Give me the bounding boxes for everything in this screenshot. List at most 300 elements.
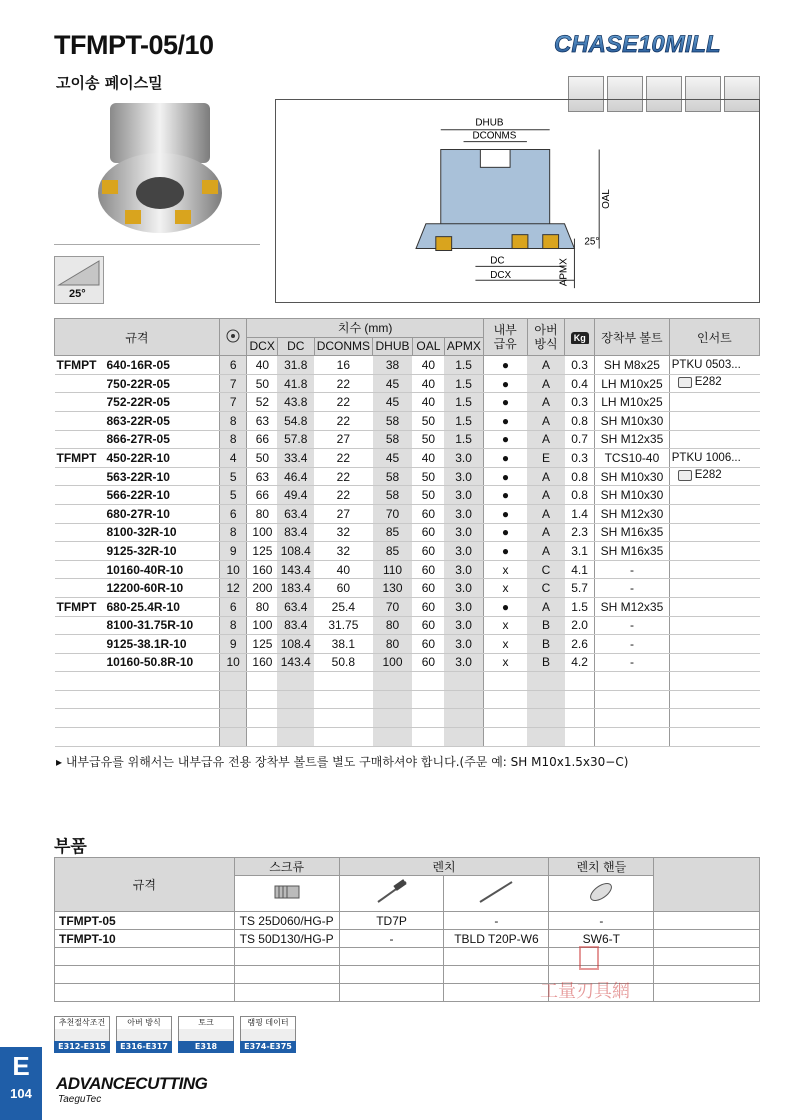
cell-kg: 0.7 (565, 430, 595, 449)
cell-dhub: 80 (373, 616, 413, 635)
cell-kg: 0.4 (565, 374, 595, 393)
cell-z: 5 (219, 486, 247, 505)
table-row (55, 542, 760, 561)
cell-insert (669, 597, 759, 616)
weight-icon: Kg (571, 332, 589, 344)
cell-dcx: 50 (247, 449, 277, 468)
table-row (55, 653, 760, 672)
spec-cell (55, 579, 220, 598)
cell-arbor: A (527, 597, 565, 616)
spec-cell (55, 374, 220, 393)
table-row (55, 504, 760, 523)
cell-dcx: 125 (247, 635, 277, 654)
catalog-book-icon (678, 377, 692, 388)
cell-kg: 2.0 (565, 616, 595, 635)
cell-bolt: SH M12x30 (595, 504, 670, 523)
cell-coolant: x (483, 560, 527, 579)
cell-z: 6 (219, 597, 247, 616)
cell-coolant: ● (483, 430, 527, 449)
th-bolt: 장착부 볼트 (595, 319, 670, 356)
cell-dconms: 27 (314, 430, 372, 449)
cell-insert (669, 449, 759, 468)
cell-bolt: SH M10x30 (595, 486, 670, 505)
cell-bolt: - (595, 653, 670, 672)
insert-ref-link[interactable] (678, 469, 722, 481)
cell-bolt: - (595, 635, 670, 654)
cell-dc: 63.4 (277, 504, 314, 523)
nav-card[interactable] (116, 1016, 172, 1053)
cell-dcx: 100 (247, 616, 277, 635)
section-letter: E (12, 1051, 30, 1081)
spec-code: 863-22R-05 (106, 413, 170, 428)
dim-dhub: DHUB (475, 117, 504, 129)
cell-insert (669, 504, 759, 523)
cell-coolant: ● (483, 486, 527, 505)
empty-row (55, 709, 760, 728)
cell-dconms: 27 (314, 504, 372, 523)
cell-apmx: 1.5 (444, 356, 483, 375)
parts-spec: TFMPT-05 (55, 912, 235, 930)
cell-coolant: x (483, 653, 527, 672)
brand-logo (550, 30, 760, 58)
cell-arbor: A (527, 411, 565, 430)
empty-row (55, 728, 760, 747)
cell-dconms: 22 (314, 486, 372, 505)
cell-insert (669, 653, 759, 672)
parts-cell-wrench1: TD7P (339, 912, 444, 930)
spec-cell (55, 616, 220, 635)
cell-dhub: 58 (373, 467, 413, 486)
cell-dconms: 31.75 (314, 616, 372, 635)
table-row (55, 467, 760, 486)
cell-apmx: 1.5 (444, 393, 483, 412)
cell-dhub: 70 (373, 504, 413, 523)
table-row (55, 560, 760, 579)
table-row (55, 393, 760, 412)
cell-kg: 0.3 (565, 356, 595, 375)
cell-oal: 60 (412, 597, 444, 616)
cell-z: 10 (219, 653, 247, 672)
cell-insert (669, 523, 759, 542)
nav-card[interactable] (54, 1016, 110, 1053)
cell-z: 8 (219, 411, 247, 430)
spec-code: 8100-32R-10 (106, 525, 177, 540)
cell-dconms: 38.1 (314, 635, 372, 654)
empty-row (55, 690, 760, 709)
cell-dcx: 160 (247, 653, 277, 672)
cell-dconms: 32 (314, 523, 372, 542)
spec-cell (55, 430, 220, 449)
parts-th-empty (654, 858, 760, 912)
cell-oal: 60 (412, 579, 444, 598)
cell-arbor: A (527, 467, 565, 486)
cell-kg: 0.8 (565, 486, 595, 505)
cell-apmx: 1.5 (444, 411, 483, 430)
cell-bolt: SH M16x35 (595, 523, 670, 542)
dim-apmx: APMX (558, 258, 570, 287)
spec-code: 566-22R-10 (106, 488, 170, 503)
cell-coolant: x (483, 616, 527, 635)
cell-z: 5 (219, 467, 247, 486)
spec-cell (55, 356, 220, 375)
parts-cell-wrench2: - (444, 912, 549, 930)
dim-dconms: DCONMS (472, 130, 517, 142)
spec-cell (55, 560, 220, 579)
cell-dc: 83.4 (277, 523, 314, 542)
cell-apmx: 3.0 (444, 653, 483, 672)
cell-dc: 49.4 (277, 486, 314, 505)
wrench-handle-icon (581, 878, 621, 906)
watermark-text: 工量刃具網 (540, 981, 630, 1002)
cell-dconms: 25.4 (314, 597, 372, 616)
cell-oal: 50 (412, 486, 444, 505)
th-insert: 인서트 (669, 319, 759, 356)
cell-dcx: 63 (247, 467, 277, 486)
cell-insert (669, 356, 759, 375)
cell-z: 8 (219, 430, 247, 449)
parts-cell-wrench2: TBLD T20P-W6 (444, 930, 549, 948)
th-spec: 규격 (55, 319, 220, 356)
cell-oal: 60 (412, 542, 444, 561)
th-coolant: 내부 급유 (483, 319, 527, 356)
parts-cell-handle: - (549, 912, 654, 930)
nav-card[interactable] (240, 1016, 296, 1053)
cell-arbor: A (527, 374, 565, 393)
insert-ref-link[interactable] (678, 376, 722, 388)
cell-insert (669, 560, 759, 579)
cell-coolant: ● (483, 542, 527, 561)
cell-insert (669, 411, 759, 430)
dim-oal: OAL (601, 189, 613, 209)
cell-oal: 40 (412, 356, 444, 375)
cell-oal: 40 (412, 393, 444, 412)
spec-cell (55, 635, 220, 654)
spec-code: 10160-50.8R-10 (106, 655, 194, 670)
cell-apmx: 3.0 (444, 542, 483, 561)
cell-oal: 60 (412, 616, 444, 635)
cell-dhub: 100 (373, 653, 413, 672)
cell-z: 4 (219, 449, 247, 468)
cell-dcx: 125 (247, 542, 277, 561)
angle-box (54, 256, 104, 304)
cell-bolt: SH M8x25 (595, 356, 670, 375)
cell-dhub: 85 (373, 542, 413, 561)
cell-insert (669, 430, 759, 449)
cell-z: 7 (219, 393, 247, 412)
cell-coolant: ● (483, 356, 527, 375)
cell-insert (669, 635, 759, 654)
cell-apmx: 1.5 (444, 374, 483, 393)
nav-thumb-icon (178, 1029, 234, 1041)
cell-oal: 40 (412, 449, 444, 468)
cell-dc: 143.4 (277, 560, 314, 579)
th-dim-oal: OAL (412, 337, 444, 356)
cell-z: 12 (219, 579, 247, 598)
cell-dc: 31.8 (277, 356, 314, 375)
footer-company: TaeguTec (58, 1094, 102, 1105)
cell-coolant: ● (483, 374, 527, 393)
cell-arbor: A (527, 430, 565, 449)
cell-arbor: A (527, 542, 565, 561)
cell-dhub: 58 (373, 411, 413, 430)
driver-image (339, 876, 444, 912)
table-row (55, 597, 760, 616)
spec-cell (55, 393, 220, 412)
cell-dhub: 38 (373, 356, 413, 375)
cell-dcx: 66 (247, 430, 277, 449)
cell-dc: 183.4 (277, 579, 314, 598)
insert-ref-page: E282 (694, 469, 722, 482)
cell-dconms: 40 (314, 560, 372, 579)
cell-arbor: B (527, 635, 565, 654)
table-row (55, 449, 760, 468)
cell-arbor: A (527, 504, 565, 523)
photo-divider (54, 244, 260, 245)
th-dim-dc: DC (277, 337, 314, 356)
nav-page: E316-E317 (116, 1041, 172, 1053)
insert-ref-page: E282 (694, 376, 722, 389)
spec-cell (55, 542, 220, 561)
th-weight (565, 319, 595, 356)
parts-cell-handle: SW6-T (549, 930, 654, 948)
spec-code: 680-25.4R-10 (106, 599, 180, 614)
cell-apmx: 3.0 (444, 560, 483, 579)
cell-z: 10 (219, 560, 247, 579)
cell-dc: 54.8 (277, 411, 314, 430)
cell-arbor: B (527, 616, 565, 635)
spec-code: 640-16R-05 (106, 357, 170, 372)
cell-apmx: 3.0 (444, 504, 483, 523)
cell-oal: 60 (412, 635, 444, 654)
cell-dhub: 45 (373, 374, 413, 393)
cell-dconms: 22 (314, 449, 372, 468)
cell-dconms: 22 (314, 467, 372, 486)
cell-dhub: 110 (373, 560, 413, 579)
insert-code: PTKU 1006... (671, 451, 741, 464)
cell-dhub: 80 (373, 635, 413, 654)
cell-bolt: LH M10x25 (595, 374, 670, 393)
screwdriver-icon (372, 878, 412, 906)
cell-bolt: TCS10-40 (595, 449, 670, 468)
table-row (55, 430, 760, 449)
brand-logo-text: CHASE10MILL (554, 31, 721, 58)
spec-code: 750-22R-05 (106, 376, 170, 391)
reference-nav (54, 1016, 296, 1053)
cell-kg: 2.3 (565, 523, 595, 542)
dim-dc: DC (490, 255, 505, 267)
nav-thumb-icon (116, 1029, 172, 1041)
th-dim-apmx: APMX (444, 337, 483, 356)
cell-oal: 60 (412, 653, 444, 672)
dim-dcx: DCX (490, 270, 512, 282)
cell-dconms: 60 (314, 579, 372, 598)
cell-apmx: 3.0 (444, 486, 483, 505)
cell-kg: 0.3 (565, 393, 595, 412)
cell-dconms: 22 (314, 411, 372, 430)
cell-oal: 50 (412, 430, 444, 449)
spec-cell (55, 467, 220, 486)
angle-label: 25° (69, 288, 86, 300)
spec-prefix: TFMPT (56, 357, 97, 372)
watermark (540, 945, 670, 1005)
cell-insert (669, 467, 759, 486)
cell-apmx: 3.0 (444, 635, 483, 654)
nav-caption: 램핑 데이터 (240, 1016, 296, 1029)
table-row (55, 374, 760, 393)
spec-prefix: TFMPT (56, 450, 97, 465)
spec-table (54, 318, 760, 747)
cell-dhub: 45 (373, 393, 413, 412)
nav-thumb-icon (54, 1029, 110, 1041)
table-row (55, 616, 760, 635)
cell-kg: 0.3 (565, 449, 595, 468)
cell-coolant: ● (483, 467, 527, 486)
cell-z: 6 (219, 504, 247, 523)
cell-oal: 50 (412, 411, 444, 430)
cell-dcx: 160 (247, 560, 277, 579)
handle-image (549, 876, 654, 912)
spec-cell (55, 653, 220, 672)
cell-dc: 43.8 (277, 393, 314, 412)
cell-kg: 0.8 (565, 467, 595, 486)
parts-th-spec: 규격 (55, 858, 235, 912)
spec-code: 9125-32R-10 (106, 543, 177, 558)
spec-code: 752-22R-05 (106, 395, 170, 410)
spec-code: 9125-38.1R-10 (106, 636, 187, 651)
nav-card[interactable] (178, 1016, 234, 1053)
cell-dc: 143.4 (277, 653, 314, 672)
parts-th-handle: 렌치 핸들 (549, 858, 654, 876)
cell-dc: 57.8 (277, 430, 314, 449)
cell-kg: 0.8 (565, 411, 595, 430)
cell-dhub: 45 (373, 449, 413, 468)
parts-title: 부품 (54, 837, 87, 857)
cell-dcx: 100 (247, 523, 277, 542)
cell-insert (669, 542, 759, 561)
section-tab (0, 1047, 42, 1120)
spec-code: 8100-31.75R-10 (106, 618, 194, 633)
cell-oal: 50 (412, 467, 444, 486)
spec-prefix: TFMPT (56, 599, 97, 614)
th-arbor: 아버 방식 (527, 319, 565, 356)
parts-cell-screw: TS 50D130/HG-P (234, 930, 339, 948)
cell-apmx: 3.0 (444, 523, 483, 542)
cell-bolt: - (595, 560, 670, 579)
table-row (55, 411, 760, 430)
cell-oal: 60 (412, 560, 444, 579)
cell-coolant: ● (483, 411, 527, 430)
spec-cell (55, 411, 220, 430)
cell-arbor: A (527, 523, 565, 542)
cell-dc: 108.4 (277, 542, 314, 561)
cell-dcx: 80 (247, 597, 277, 616)
cell-z: 6 (219, 356, 247, 375)
cell-bolt: SH M12x35 (595, 430, 670, 449)
cell-bolt: SH M10x30 (595, 467, 670, 486)
cell-apmx: 3.0 (444, 616, 483, 635)
cell-bolt: SH M16x35 (595, 542, 670, 561)
cell-dconms: 22 (314, 374, 372, 393)
spec-cell (55, 504, 220, 523)
page-title: TFMPT-05/10 (54, 30, 214, 60)
cell-apmx: 3.0 (444, 449, 483, 468)
wrench-icon (476, 878, 516, 906)
spec-code: 680-27R-10 (106, 506, 170, 521)
table-row (55, 523, 760, 542)
cell-z: 9 (219, 635, 247, 654)
cell-insert (669, 393, 759, 412)
nav-caption: 토크 (178, 1016, 234, 1029)
cell-arbor: A (527, 486, 565, 505)
cell-arbor: A (527, 356, 565, 375)
cell-coolant: ● (483, 393, 527, 412)
parts-cell-screw: TS 25D060/HG-P (234, 912, 339, 930)
page-number: 104 (10, 1086, 32, 1101)
cell-dcx: 52 (247, 393, 277, 412)
cell-arbor: C (527, 560, 565, 579)
cell-coolant: ● (483, 523, 527, 542)
cell-dconms: 32 (314, 542, 372, 561)
cell-dhub: 130 (373, 579, 413, 598)
parts-spec: TFMPT-10 (55, 930, 235, 948)
cell-z: 7 (219, 374, 247, 393)
cell-dhub: 58 (373, 486, 413, 505)
cell-dcx: 66 (247, 486, 277, 505)
footer-logo: ADVANCECUTTING (56, 1074, 208, 1093)
table-row (55, 579, 760, 598)
cell-dconms: 50.8 (314, 653, 372, 672)
parts-th-wrench: 렌치 (339, 858, 549, 876)
cell-kg: 1.4 (565, 504, 595, 523)
cell-coolant: x (483, 579, 527, 598)
parts-row (55, 912, 760, 930)
cell-kg: 4.1 (565, 560, 595, 579)
nav-thumb-icon (240, 1029, 296, 1041)
cell-dhub: 58 (373, 430, 413, 449)
spec-code: 450-22R-10 (106, 450, 170, 465)
spec-cell (55, 523, 220, 542)
technical-drawing (275, 99, 760, 303)
cell-apmx: 3.0 (444, 597, 483, 616)
cell-dconms: 22 (314, 393, 372, 412)
cell-coolant: ● (483, 504, 527, 523)
nav-caption: 추천절삭조건 (54, 1016, 110, 1029)
cutter-photo (80, 98, 240, 238)
cell-kg: 3.1 (565, 542, 595, 561)
cell-z: 8 (219, 616, 247, 635)
cell-oal: 60 (412, 504, 444, 523)
cell-insert (669, 374, 759, 393)
nav-page: E374-E375 (240, 1041, 296, 1053)
cell-dhub: 85 (373, 523, 413, 542)
cell-dc: 108.4 (277, 635, 314, 654)
th-dim-dhub: DHUB (373, 337, 413, 356)
spec-code: 12200-60R-10 (106, 581, 184, 596)
screw-image (234, 876, 339, 912)
cell-apmx: 3.0 (444, 467, 483, 486)
teeth-icon (225, 328, 241, 344)
cell-bolt: - (595, 616, 670, 635)
cell-dc: 63.4 (277, 597, 314, 616)
catalog-book-icon (678, 470, 692, 481)
cell-insert (669, 579, 759, 598)
nav-page: E318 (178, 1041, 234, 1053)
spec-code: 563-22R-10 (106, 469, 170, 484)
cell-dc: 41.8 (277, 374, 314, 393)
cell-dc: 83.4 (277, 616, 314, 635)
cell-apmx: 3.0 (444, 579, 483, 598)
cell-oal: 40 (412, 374, 444, 393)
